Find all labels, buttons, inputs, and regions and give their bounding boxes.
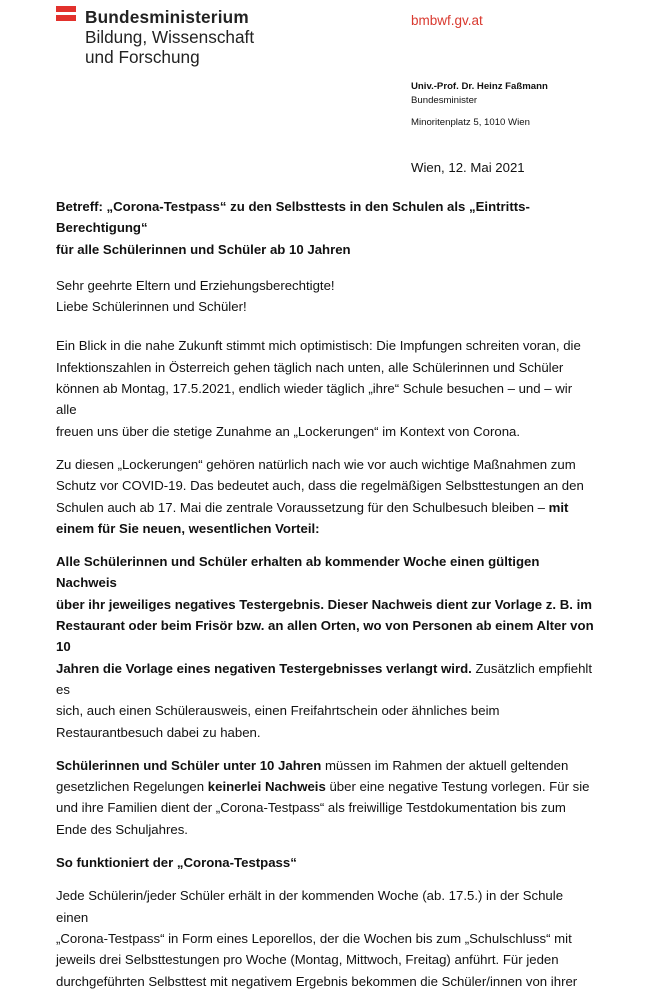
text-line xyxy=(56,658,596,701)
logo-text xyxy=(85,7,254,67)
letter-body xyxy=(56,196,596,992)
text-span: Schulen auch ab 17. Mai die zentrale Voraussetzung für den Schulbesuch bleiben – xyxy=(56,499,549,515)
ministry-logo xyxy=(56,6,316,74)
bold-span: keinerlei Nachweis xyxy=(207,779,326,795)
paragraph-5 xyxy=(56,885,596,991)
sender-name: Univ.-Prof. Dr. Heinz Faßmann xyxy=(411,81,548,92)
text-line: Infektionszahlen in Österreich gehen täglich nach unten, alle Schülerinnen und Schüler xyxy=(56,359,564,375)
text-line: „Corona-Testpass“ in Form eines Leporellos, der die Wochen bis zum „Schulschluss“ mit xyxy=(56,930,572,946)
paragraph-3 xyxy=(56,551,596,743)
text-span: Zusätzlich empfiehlt es xyxy=(56,660,593,697)
greeting-line-1: Sehr geehrte Eltern und Erziehungsberechtigte! xyxy=(56,277,335,293)
text-span: über eine negative Testung vorlegen. Für sie xyxy=(325,779,590,795)
sender-address: Minoritenplatz 5, 1010 Wien xyxy=(411,117,530,128)
logo-line-3: und Forschung xyxy=(85,47,200,67)
logo-line-1: Bundesministerium xyxy=(85,7,249,27)
text-span: müssen im Rahmen der aktuell geltenden xyxy=(321,757,569,773)
bold-span: Jahren die Vorlage eines negativen Testergebnisses verlangt wird. xyxy=(56,660,472,676)
bold-span: Alle Schülerinnen und Schüler erhalten ab kommender Woche einen gültigen Nachweis xyxy=(56,554,540,591)
text-line xyxy=(56,518,596,539)
bold-span: Schülerinnen und Schüler unter 10 Jahren xyxy=(56,757,322,773)
text-line: Ein Blick in die nahe Zukunft stimmt mich optimistisch: Die Impfungen schreiten voran, die xyxy=(56,338,581,354)
text-line: Jede Schülerin/jeder Schüler erhält in der kommenden Woche (ab. 17.5.) in der Schule einen xyxy=(56,888,564,925)
paragraph-1 xyxy=(56,335,596,441)
text-line: Zu diesen „Lockerungen“ gehören natürlich nach wie vor auch wichtige Maßnahmen zum xyxy=(56,456,576,472)
text-line: Schutz vor COVID-19. Das bedeutet auch, dass die regelmäßigen Selbsttestungen an den xyxy=(56,478,584,494)
subject-line-2: für alle Schülerinnen und Schüler ab 10 Jahren xyxy=(56,241,351,257)
text-line: jeweils drei Selbsttestungen pro Woche (Montag, Mittwoch, Freitag) anführt. Für jeden xyxy=(56,952,559,968)
text-line xyxy=(56,776,596,797)
text-span: gesetzlichen Regelungen xyxy=(56,779,208,795)
sender-title: Bundesminister xyxy=(411,95,478,106)
text-line: und ihre Familien dient der „Corona-Testpass“ als freiwillige Testdokumentation bis zum xyxy=(56,800,566,816)
website-url[interactable]: bmbwf.gv.at xyxy=(411,13,483,28)
text-line xyxy=(56,594,596,615)
letter-date: Wien, 12. Mai 2021 xyxy=(411,160,525,175)
bold-span: mit xyxy=(548,499,569,515)
text-line xyxy=(56,497,596,518)
text-line xyxy=(56,755,596,776)
subject xyxy=(56,196,596,260)
text-line: durchgeführten Selbsttest mit negativem Ergebnis bekommen die Schüler/innen von ihrer xyxy=(56,973,578,989)
greeting-line-2: Liebe Schülerinnen und Schüler! xyxy=(56,299,247,315)
text-line: Ende des Schuljahres. xyxy=(56,821,188,837)
paragraph-2 xyxy=(56,454,596,539)
bold-span: Restaurant oder beim Frisör bzw. an allen Orten, wo von Personen ab einem Alter von 10 xyxy=(56,618,594,655)
paragraph-4 xyxy=(56,755,596,840)
text-line: freuen uns über die stetige Zunahme an „Lockerungen“ im Kontext von Corona. xyxy=(56,423,521,439)
bold-span: über ihr jeweiliges negatives Testergebnis. Dieser Nachweis dient zur Vorlage z. B. im xyxy=(56,596,592,612)
greeting xyxy=(56,275,596,318)
text-line: sich, auch einen Schülerausweis, einen Freifahrtschein oder ähnliches beim xyxy=(56,703,500,719)
text-line: können ab Montag, 17.5.2021, endlich wieder täglich „ihre“ Schule besuchen – und – wir alle xyxy=(56,381,573,418)
austria-flag-icon xyxy=(56,6,76,21)
text-line xyxy=(56,615,596,658)
text-line: Restaurantbesuch dabei zu haben. xyxy=(56,724,261,740)
logo-line-2: Bildung, Wissenschaft xyxy=(85,27,255,47)
section-heading: So funktioniert der „Corona-Testpass“ xyxy=(56,855,297,871)
sender-block xyxy=(411,80,548,108)
text-line xyxy=(56,551,596,594)
subject-line-1: Betreff: „Corona-Testpass“ zu den Selbsttests in den Schulen als „Eintritts-Berechtigung“ xyxy=(56,199,530,236)
bold-span: einem für Sie neuen, wesentlichen Vorteil: xyxy=(56,520,320,536)
